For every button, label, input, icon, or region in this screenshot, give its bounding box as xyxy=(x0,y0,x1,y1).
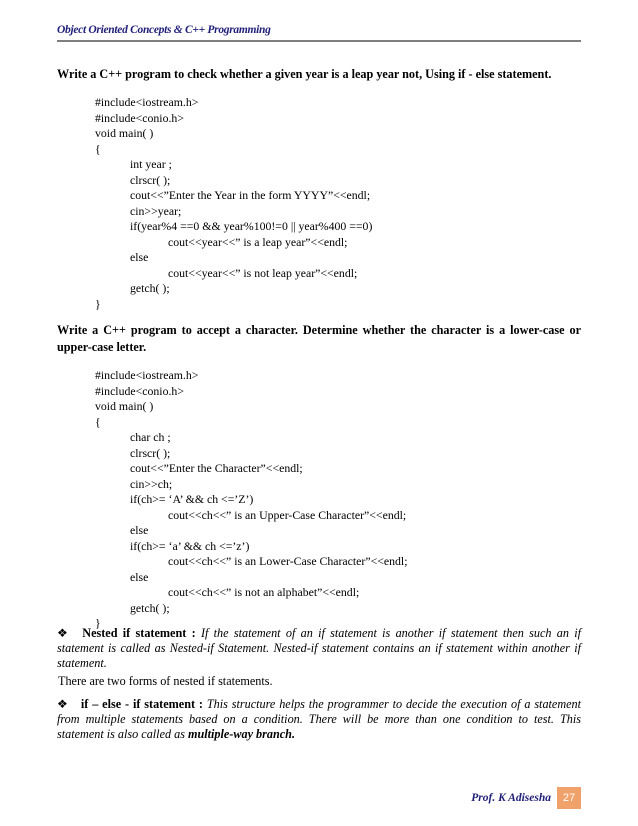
code-line: getch( ); xyxy=(130,281,170,295)
code-line: if(ch>= ‘a’ && ch <=’z’) xyxy=(130,538,250,553)
code-line: cout<<year<<” is a leap year”<<endl; xyxy=(168,234,348,249)
page-footer xyxy=(471,787,581,809)
footer-author: Prof. K Adisesha xyxy=(471,792,551,804)
code-line: { xyxy=(95,141,101,156)
code-line: if(ch>= ‘A’ && ch <=’Z’) xyxy=(130,492,254,506)
code-line: cout<<year<<” is not leap year”<<endl; xyxy=(168,265,358,280)
code-line: void main( ) xyxy=(95,399,154,413)
code-line: cout<<ch<<” is an Lower-Case Character”<<endl; xyxy=(168,554,408,568)
code-line: else xyxy=(130,569,149,584)
diamond-bullet-icon: ❖ xyxy=(57,626,68,640)
if-else-if-term: if – else - if statement : xyxy=(80,697,203,711)
code-line: void main( ) xyxy=(95,126,154,140)
code-line: cout<<ch<<” is not an alphabet”<<endl; xyxy=(168,585,360,599)
code-line: cin>>year; xyxy=(130,203,182,218)
code-line: { xyxy=(95,414,101,429)
code-line: clrscr( ); xyxy=(130,172,171,187)
code-line: cout<<”Enter the Character”<<endl; xyxy=(130,461,303,475)
code-line: } xyxy=(95,296,101,311)
code-line: else xyxy=(130,250,149,264)
question-2: Write a C++ program to accept a character. Determine whether the character is a lower-case or upper-case letter. xyxy=(57,323,581,354)
code-line: getch( ); xyxy=(130,600,170,615)
code-line: #include<conio.h> xyxy=(95,383,184,398)
nested-if-term: Nested if statement : xyxy=(82,626,196,640)
diamond-bullet-icon: ❖ xyxy=(57,697,68,711)
multiple-way-branch-term: multiple-way branch. xyxy=(188,727,296,741)
nested-if-paragraph xyxy=(57,626,581,671)
code-line: #include<iostream.h> xyxy=(95,95,199,109)
code-line: cout<<”Enter the Year in the form YYYY”<<endl; xyxy=(130,188,371,202)
if-else-if-description: This structure helps the programmer to decide the execution of a statement from multiple statements based on a condition. There will be more than one condition to test. This statement is also called as xyxy=(57,697,582,741)
code-line: clrscr( ); xyxy=(130,445,171,460)
nested-if-note: There are two forms of nested if statements. xyxy=(58,674,273,688)
if-else-if-paragraph xyxy=(57,697,581,742)
code-line: else xyxy=(130,523,149,537)
page-number-badge: 27 xyxy=(557,787,581,809)
nested-if-description: If the statement of an if statement is another if statement then such an if statement is called as Nested-if Statement. Nested-if statement contains an if statement within another if statement. xyxy=(57,626,582,670)
code-line: cin>>ch; xyxy=(130,476,173,491)
code-line: } xyxy=(95,616,101,630)
page-header-title: Object Oriented Concepts & C++ Programming xyxy=(57,24,271,36)
code-line: #include<iostream.h> xyxy=(95,368,199,382)
code-line: char ch ; xyxy=(130,430,171,444)
code-line: cout<<ch<<” is an Upper-Case Character”<<endl; xyxy=(168,507,407,522)
code-line: if(year%4 ==0 && year%100!=0 || year%400 ==0) xyxy=(130,219,373,233)
code-line: #include<conio.h> xyxy=(95,110,184,125)
question-1: Write a C++ program to check whether a given year is a leap year not, Using if - else statement. xyxy=(57,67,552,81)
code-line: int year ; xyxy=(130,157,172,171)
header-rule xyxy=(57,40,581,42)
